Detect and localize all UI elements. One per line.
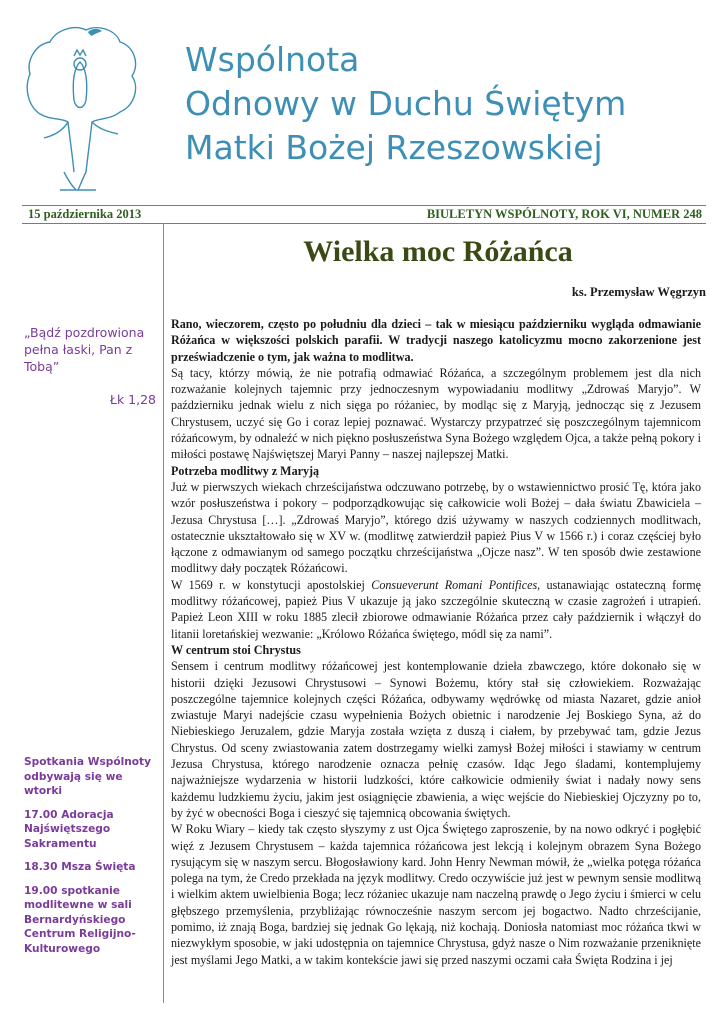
dateline bbox=[22, 207, 706, 223]
paragraph: Sensem i centrum modlitwy różańcowej jest kontemplowanie dzieła zbawczego, które dokonało się w historii dzięki Jezusowi Chrystusowi – Synowi Bożemu, który stał się człowiekiem. Rozważając poszczególne tajemnice kolejnych części Różańca, odbywamy wędrówkę od miasta Nazaret, gdzie anioł zwiastuje Maryi nadejście czasu wypełnienia Bożych obietnic i narodzenie Jej Boskiego Syna, aż do Niebieskiego Jeruzalem, gdzie Maryja została wzięta z duszą i ciałem, by przebywać tam, gdzie Jezus Chrystus. Od sceny zwiastowania zatem dostrzegamy wielki zamysł Bożej miłości i stawiamy w centrum Jezusa Chrystusa, którego narodzenie oznacza pełnię czasów. Idąc Jego śladami, kontemplujemy najważniejsze wydarzenia w historii ludzkości, które całkowicie odmieniły świat i nadały nowy sens każdemu ludzkiemu życiu, jakim jest osiągnięcie zbawienia, a więc wejście do Niebieskiej Ojczyzny po to, by żyć w obecności Boga i cieszyć się tajemnicą obcowania świętych. bbox=[171, 659, 701, 820]
paragraph: W Roku Wiary – kiedy tak często słyszymy z ust Ojca Świętego zaproszenie, by na nowo odkryć i pogłębić więź z Jezusem Chrystusem – każda tajemnica różańcowa jest lekcją i kolejnym obrazem Syna Bożego rysującym się w naszym sercu. Błogosławiony kard. John Henry Newman mówił, że „wielka potęga różańca polega na tym, że Credo przekłada na język modlitwy. Credo oczywiście już jest w pewnym sensie modlitwą i wielkim aktem uwielbienia Boga; lecz różaniec ukazuje nam naczelną prawdę o Jego życiu i śmierci w celu głębszego przemyślenia, przybliżając równocześnie naszym sercom jej bogactwo. Nadto chrześcijanie, pomimo, iż znają Boga, bardziej się jednak Go lękają, niż kochają. Doniosła natomiast moc różańca tkwi w niezwykłym sposobie, w jaki udostępnia on tajemnice Chrystusa, gdyż nasze o Nim rozważanie przeniknięte jest myślami Jego Matki, a w takim kontekście jawi się przed naszymi oczami cała Święta Rodzina i jej bbox=[171, 822, 701, 967]
tree-madonna-logo bbox=[22, 22, 140, 194]
bulletin-info: BIULETYN WSPÓLNOTY, ROK VI, NUMER 248 bbox=[426, 207, 702, 221]
dateline-rule bbox=[22, 223, 706, 224]
article-lead: Rano, wieczorem, często po południu dla dzieci – tak w miesiącu październiku wygląda odmawianie Różańca w większości polskich parafii. W tradycji naszego katolicyzmu mocno zakorzenione jest przeświadczenie o tym, jak ważna to modlitwa. bbox=[171, 317, 701, 364]
meetings-intro: Spotkania Wspólnoty odbywają się we wtorki bbox=[24, 756, 152, 797]
sidebar-quote: „Bądź pozdrowiona pełna łaski, Pan z Tobą” bbox=[24, 325, 145, 374]
title-line-2: Odnowy w Duchu Świętym bbox=[185, 84, 627, 123]
title-line-3: Matki Bożej Rzeszowskiej bbox=[185, 128, 603, 167]
title-line-1: Wspólnota bbox=[185, 40, 360, 79]
paragraph bbox=[171, 577, 701, 642]
section-heading: W centrum stoi Chrystus bbox=[171, 642, 301, 657]
issue-date: 15 października 2013 bbox=[28, 207, 142, 221]
article-author: ks. Przemysław Węgrzyn bbox=[571, 285, 706, 299]
document-title: Consueverunt Romani Pontifices bbox=[371, 577, 538, 592]
community-title bbox=[185, 38, 715, 170]
meeting-prayer: 19.00 spotkanie modlitewne w sali Bernardyńskiego Centrum Religijno-Kulturowego bbox=[24, 884, 136, 955]
article-body bbox=[171, 316, 701, 968]
top-rule bbox=[22, 205, 706, 206]
paragraph-text: , ustanawiając ostateczną formę modlitwy różańcowej, papież Pius V ukazuje ją jako szczególnie skuteczną w czasie zagrożeń i utrapień. Papież Leon XIII w roku 1885 zlecił zbiorowe odmawianie Różańca przez cały październik i włączył do litanii loretańskiej wezwanie: „Królowo Różańca świętego, módl się za nami”. bbox=[171, 577, 701, 641]
sidebar-quote-reference: Łk 1,28 bbox=[109, 392, 156, 407]
paragraph: Są tacy, którzy mówią, że nie potrafią odmawiać Różańca, a szczególnym problemem jest dla nich rozważanie kolejnych tajemnic przy jednoczesnym wypowiadaniu modlitwy „Zdrowaś Maryjo”. W październiku jednak wielu z nich sięga po różaniec, by modląc się z Maryją, jednocząc się z Jezusem Chrystusem, uczyć się Go i coraz lepiej poznawać. Wystarczy przypatrzeć się poszczególnym tajemnicom różańcowym, by odnaleźć w nich piękno posłuszeństwa Syna Bożego względem Ojca, a także pełną pokory i miłości postawę Najświętszej Maryi Panny – naszej najlepszej Matki. bbox=[171, 365, 701, 462]
section-heading: Potrzeba modlitwy z Maryją bbox=[171, 463, 320, 478]
meetings-schedule bbox=[24, 755, 164, 965]
article-title: Wielka moc Różańca bbox=[303, 235, 573, 268]
paragraph: Już w pierwszych wiekach chrześcijaństwa odczuwano potrzebę, by o wstawiennictwo prosić Tę, która jako wzór posłuszeństwa i pokory – podporządkowując się całkowicie woli Bożej – dała światu Zbawiciela – Jezusa Chrystusa […]. „Zdrowaś Maryjo”, którego dziś używamy w naszych codziennych modlitwach, ostatecznie ukształtowało się w XV w. (modlitwę zatwierdził papież Pius V w 1566 r.) i coraz częściej było łączone z odmawianym od samego początku chrześcijaństwa „Ojcze nasz”. W ten sposób dwie zestawione modlitwy dały początek Różańcowi. bbox=[171, 479, 701, 576]
meeting-mass: 18.30 Msza Święta bbox=[24, 861, 136, 873]
meeting-adoration: 17.00 Adoracja Najświętszego Sakramentu bbox=[24, 808, 114, 850]
paragraph-text: W 1569 r. w konstytucji apostolskiej bbox=[171, 577, 372, 592]
